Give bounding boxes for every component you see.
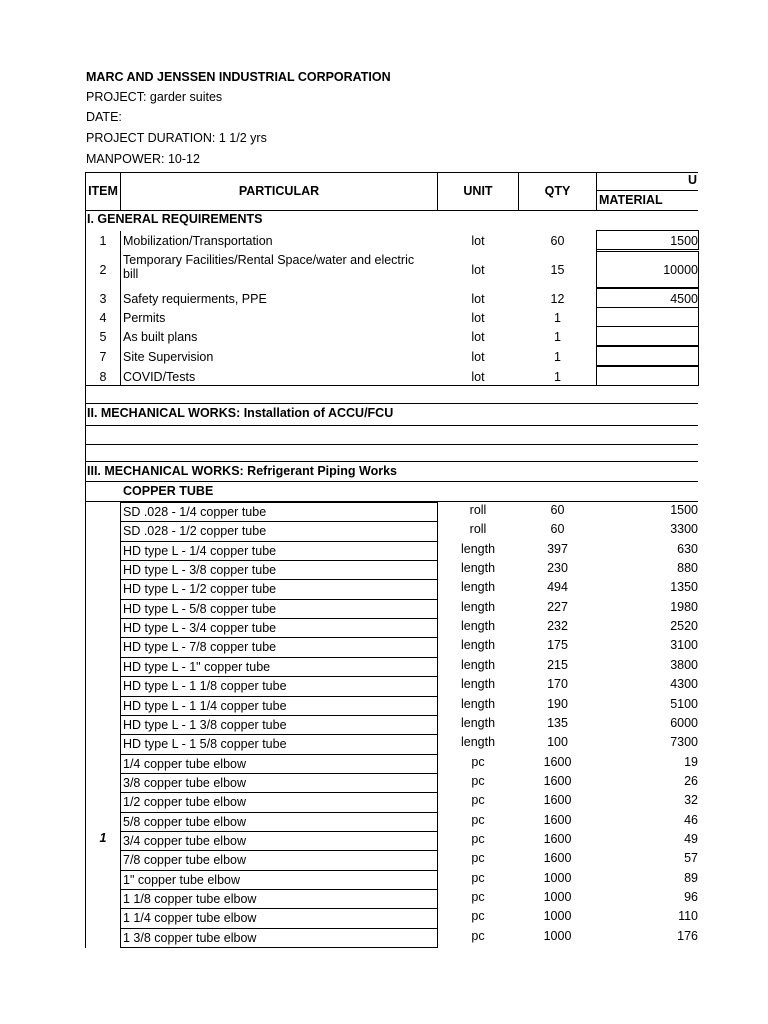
copper-qty: 1600 bbox=[543, 851, 572, 865]
copper-unit: length bbox=[460, 542, 496, 556]
copper-unit: roll bbox=[469, 503, 487, 517]
copper-row-line bbox=[120, 696, 438, 697]
copper-qty: 60 bbox=[550, 503, 565, 517]
general-particular: As built plans bbox=[123, 329, 198, 344]
copper-qty: 1600 bbox=[543, 755, 572, 769]
copper-row-line bbox=[120, 754, 438, 755]
copper-row-line bbox=[120, 889, 438, 890]
copper-unit: length bbox=[460, 580, 496, 594]
general-material-cell bbox=[596, 346, 699, 366]
copper-particular: 1 1/4 copper tube elbow bbox=[123, 911, 257, 925]
general-material-cell bbox=[596, 307, 699, 327]
section-general: I. GENERAL REQUIREMENTS bbox=[87, 212, 263, 226]
general-item-number: 7 bbox=[99, 349, 107, 364]
company-name: MARC AND JENSSEN INDUSTRIAL CORPORATION bbox=[86, 70, 391, 84]
general-unit: lot bbox=[471, 291, 485, 306]
general-item-number: 4 bbox=[99, 310, 107, 325]
general-particular: Temporary Facilities/Rental Space/water and electric bbox=[123, 253, 415, 267]
section-mech-accu: II. MECHANICAL WORKS: Installation of ACCU/FCU bbox=[87, 406, 394, 420]
copper-unit: pc bbox=[471, 813, 485, 827]
row-line bbox=[85, 403, 698, 404]
copper-material: 1500 bbox=[670, 503, 698, 517]
general-item-number: 2 bbox=[99, 263, 107, 277]
copper-row-line bbox=[120, 734, 438, 735]
general-material-cell bbox=[596, 366, 699, 386]
copper-qty: 1000 bbox=[543, 890, 572, 904]
general-particular: Permits bbox=[123, 310, 166, 325]
copper-particular: HD type L - 1/4 copper tube bbox=[123, 544, 277, 558]
copper-row-line bbox=[120, 850, 438, 851]
copper-qty: 1600 bbox=[543, 832, 572, 846]
copper-particular: 5/8 copper tube elbow bbox=[123, 815, 247, 829]
copper-qty: 215 bbox=[547, 658, 568, 672]
general-bottom-border bbox=[85, 385, 698, 386]
project-line: PROJECT: garder suites bbox=[86, 90, 223, 104]
copper-unit: pc bbox=[471, 909, 485, 923]
general-particular-left bbox=[120, 231, 121, 386]
copper-qty: 1600 bbox=[543, 813, 572, 827]
copper-particular: HD type L - 1/2 copper tube bbox=[123, 582, 277, 596]
general-qty: 60 bbox=[550, 233, 565, 248]
row-line bbox=[85, 481, 698, 482]
copper-qty: 1000 bbox=[543, 909, 572, 923]
general-qty: 1 bbox=[554, 369, 561, 384]
copper-qty: 494 bbox=[547, 580, 568, 594]
copper-particular: SD .028 - 1/4 copper tube bbox=[123, 505, 267, 519]
general-particular: COVID/Tests bbox=[123, 369, 196, 384]
general-material-left bbox=[596, 231, 597, 386]
general-unit: lot bbox=[471, 310, 485, 325]
row-line bbox=[85, 461, 698, 462]
general-qty: 1 bbox=[554, 329, 561, 344]
copper-particular: 1/4 copper tube elbow bbox=[123, 757, 247, 771]
copper-material: 19 bbox=[684, 755, 698, 769]
copper-unit: pc bbox=[471, 774, 485, 788]
general-particular: Site Supervision bbox=[123, 349, 214, 364]
copper-material: 89 bbox=[684, 871, 698, 885]
col-qty: QTY bbox=[544, 184, 571, 198]
copper-material: 26 bbox=[684, 774, 698, 788]
copper-qty: 1600 bbox=[543, 774, 572, 788]
copper-particular: 7/8 copper tube elbow bbox=[123, 853, 247, 867]
copper-material: 2520 bbox=[670, 619, 698, 633]
general-item-number: 5 bbox=[99, 329, 107, 344]
copper-unit: pc bbox=[471, 851, 485, 865]
copper-row-line bbox=[120, 599, 438, 600]
copper-material: 5100 bbox=[670, 697, 698, 711]
copper-unit: length bbox=[460, 638, 496, 652]
copper-qty: 135 bbox=[547, 716, 568, 730]
general-particular-cont: bill bbox=[123, 267, 139, 281]
copper-particular: HD type L - 1 3/8 copper tube bbox=[123, 718, 287, 732]
copper-material: 32 bbox=[684, 793, 698, 807]
copper-unit: pc bbox=[471, 832, 485, 846]
general-material: 4500 bbox=[670, 291, 698, 306]
copper-particular: 1" copper tube elbow bbox=[123, 873, 241, 887]
general-particular: Safety requierments, PPE bbox=[123, 291, 267, 306]
copper-row-line bbox=[120, 928, 438, 929]
col-unit: UNIT bbox=[463, 184, 493, 198]
copper-unit: pc bbox=[471, 929, 485, 943]
copper-material: 880 bbox=[677, 561, 698, 575]
copper-particular-right bbox=[437, 501, 438, 947]
copper-row-line bbox=[120, 676, 438, 677]
copper-particular: HD type L - 1 5/8 copper tube bbox=[123, 737, 287, 751]
col-u: U bbox=[688, 173, 698, 187]
copper-unit: pc bbox=[471, 890, 485, 904]
copper-row-line bbox=[120, 618, 438, 619]
group-item-number: 1 bbox=[99, 831, 107, 845]
copper-material: 57 bbox=[684, 851, 698, 865]
copper-unit: length bbox=[460, 677, 496, 691]
copper-particular: 1 3/8 copper tube elbow bbox=[123, 931, 257, 945]
copper-row-line bbox=[120, 502, 438, 503]
copper-row-line bbox=[120, 773, 438, 774]
copper-qty: 60 bbox=[550, 522, 565, 536]
row-line bbox=[85, 425, 698, 426]
copper-particular: HD type L - 3/4 copper tube bbox=[123, 621, 277, 635]
copper-particular: HD type L - 1 1/4 copper tube bbox=[123, 699, 287, 713]
copper-material: 110 bbox=[678, 909, 698, 923]
copper-qty: 1000 bbox=[543, 929, 572, 943]
copper-row-line bbox=[120, 637, 438, 638]
copper-qty: 230 bbox=[547, 561, 568, 575]
copper-particular: HD type L - 1" copper tube bbox=[123, 660, 271, 674]
copper-row-line bbox=[120, 657, 438, 658]
general-unit: lot bbox=[471, 233, 485, 248]
copper-particular: HD type L - 5/8 copper tube bbox=[123, 602, 277, 616]
copper-qty: 100 bbox=[547, 735, 568, 749]
copper-qty: 1600 bbox=[543, 793, 572, 807]
copper-row-line bbox=[120, 812, 438, 813]
copper-row-line bbox=[120, 521, 438, 522]
col-material: MATERIAL bbox=[599, 193, 663, 207]
copper-qty: 397 bbox=[547, 542, 568, 556]
copper-material: 7300 bbox=[670, 735, 698, 749]
copper-particular: 1/2 copper tube elbow bbox=[123, 795, 247, 809]
duration-line: PROJECT DURATION: 1 1/2 yrs bbox=[86, 131, 267, 145]
col-item: ITEM bbox=[88, 184, 118, 198]
general-item-number: 8 bbox=[99, 369, 107, 384]
copper-unit: length bbox=[460, 716, 496, 730]
copper-row-line bbox=[120, 541, 438, 542]
general-unit: lot bbox=[471, 329, 485, 344]
copper-material: 4300 bbox=[670, 677, 698, 691]
general-qty: 1 bbox=[554, 349, 561, 364]
copper-material: 176 bbox=[677, 929, 698, 943]
copper-unit: roll bbox=[469, 522, 487, 536]
row-line bbox=[85, 444, 698, 445]
general-material: 1500 bbox=[670, 233, 698, 248]
copper-unit: length bbox=[460, 658, 496, 672]
copper-particular: HD type L - 7/8 copper tube bbox=[123, 640, 277, 654]
copper-unit: length bbox=[460, 735, 496, 749]
copper-tube-label: COPPER TUBE bbox=[123, 484, 214, 498]
copper-material: 1980 bbox=[670, 600, 698, 614]
general-material: 10000 bbox=[663, 263, 698, 277]
general-qty: 12 bbox=[550, 291, 565, 306]
copper-row-line bbox=[120, 579, 438, 580]
copper-particular: 3/4 copper tube elbow bbox=[123, 834, 247, 848]
copper-unit: length bbox=[460, 600, 496, 614]
copper-qty: 227 bbox=[547, 600, 568, 614]
general-item-number: 3 bbox=[99, 291, 107, 306]
general-particular: Mobilization/Transportation bbox=[123, 233, 273, 248]
copper-particular: 3/8 copper tube elbow bbox=[123, 776, 247, 790]
u-divider bbox=[596, 190, 698, 191]
copper-unit: length bbox=[460, 561, 496, 575]
table-top-border bbox=[85, 172, 698, 173]
copper-unit: length bbox=[460, 619, 496, 633]
copper-material: 630 bbox=[677, 542, 698, 556]
copper-bottom-border bbox=[120, 947, 438, 948]
copper-row-line bbox=[120, 715, 438, 716]
section-mech-piping: III. MECHANICAL WORKS: Refrigerant Piping Works bbox=[87, 464, 397, 478]
copper-unit: length bbox=[460, 697, 496, 711]
general-unit: lot bbox=[471, 263, 485, 277]
general-unit: lot bbox=[471, 349, 485, 364]
copper-row-line bbox=[120, 870, 438, 871]
copper-material: 46 bbox=[684, 813, 698, 827]
copper-qty: 175 bbox=[547, 638, 568, 652]
date-line: DATE: bbox=[86, 110, 122, 124]
copper-row-line bbox=[120, 908, 438, 909]
copper-particular: HD type L - 1 1/8 copper tube bbox=[123, 679, 287, 693]
copper-particular: SD .028 - 1/2 copper tube bbox=[123, 524, 267, 538]
general-item-number: 1 bbox=[99, 233, 107, 248]
copper-material: 1350 bbox=[670, 580, 698, 594]
general-material-cell bbox=[596, 326, 699, 346]
qty-col-divider bbox=[596, 172, 597, 210]
copper-material: 49 bbox=[684, 832, 698, 846]
copper-material: 6000 bbox=[670, 716, 698, 730]
copper-particular: HD type L - 3/8 copper tube bbox=[123, 563, 277, 577]
general-qty: 15 bbox=[550, 263, 565, 277]
copper-material: 3800 bbox=[670, 658, 698, 672]
copper-qty: 170 bbox=[547, 677, 568, 691]
copper-row-line bbox=[120, 792, 438, 793]
copper-qty: 1000 bbox=[543, 871, 572, 885]
general-qty: 1 bbox=[554, 310, 561, 325]
copper-particular: 1 1/8 copper tube elbow bbox=[123, 892, 257, 906]
manpower-line: MANPOWER: 10-12 bbox=[86, 152, 200, 166]
col-particular: PARTICULAR bbox=[238, 184, 320, 198]
copper-qty: 232 bbox=[547, 619, 568, 633]
copper-material: 3100 bbox=[670, 638, 698, 652]
copper-particular-left bbox=[120, 501, 121, 947]
copper-unit: pc bbox=[471, 871, 485, 885]
copper-material: 96 bbox=[684, 890, 698, 904]
copper-qty: 190 bbox=[547, 697, 568, 711]
copper-unit: pc bbox=[471, 793, 485, 807]
general-unit: lot bbox=[471, 369, 485, 384]
copper-unit: pc bbox=[471, 755, 485, 769]
copper-material: 3300 bbox=[670, 522, 698, 536]
copper-row-line bbox=[120, 831, 438, 832]
copper-row-line bbox=[120, 560, 438, 561]
